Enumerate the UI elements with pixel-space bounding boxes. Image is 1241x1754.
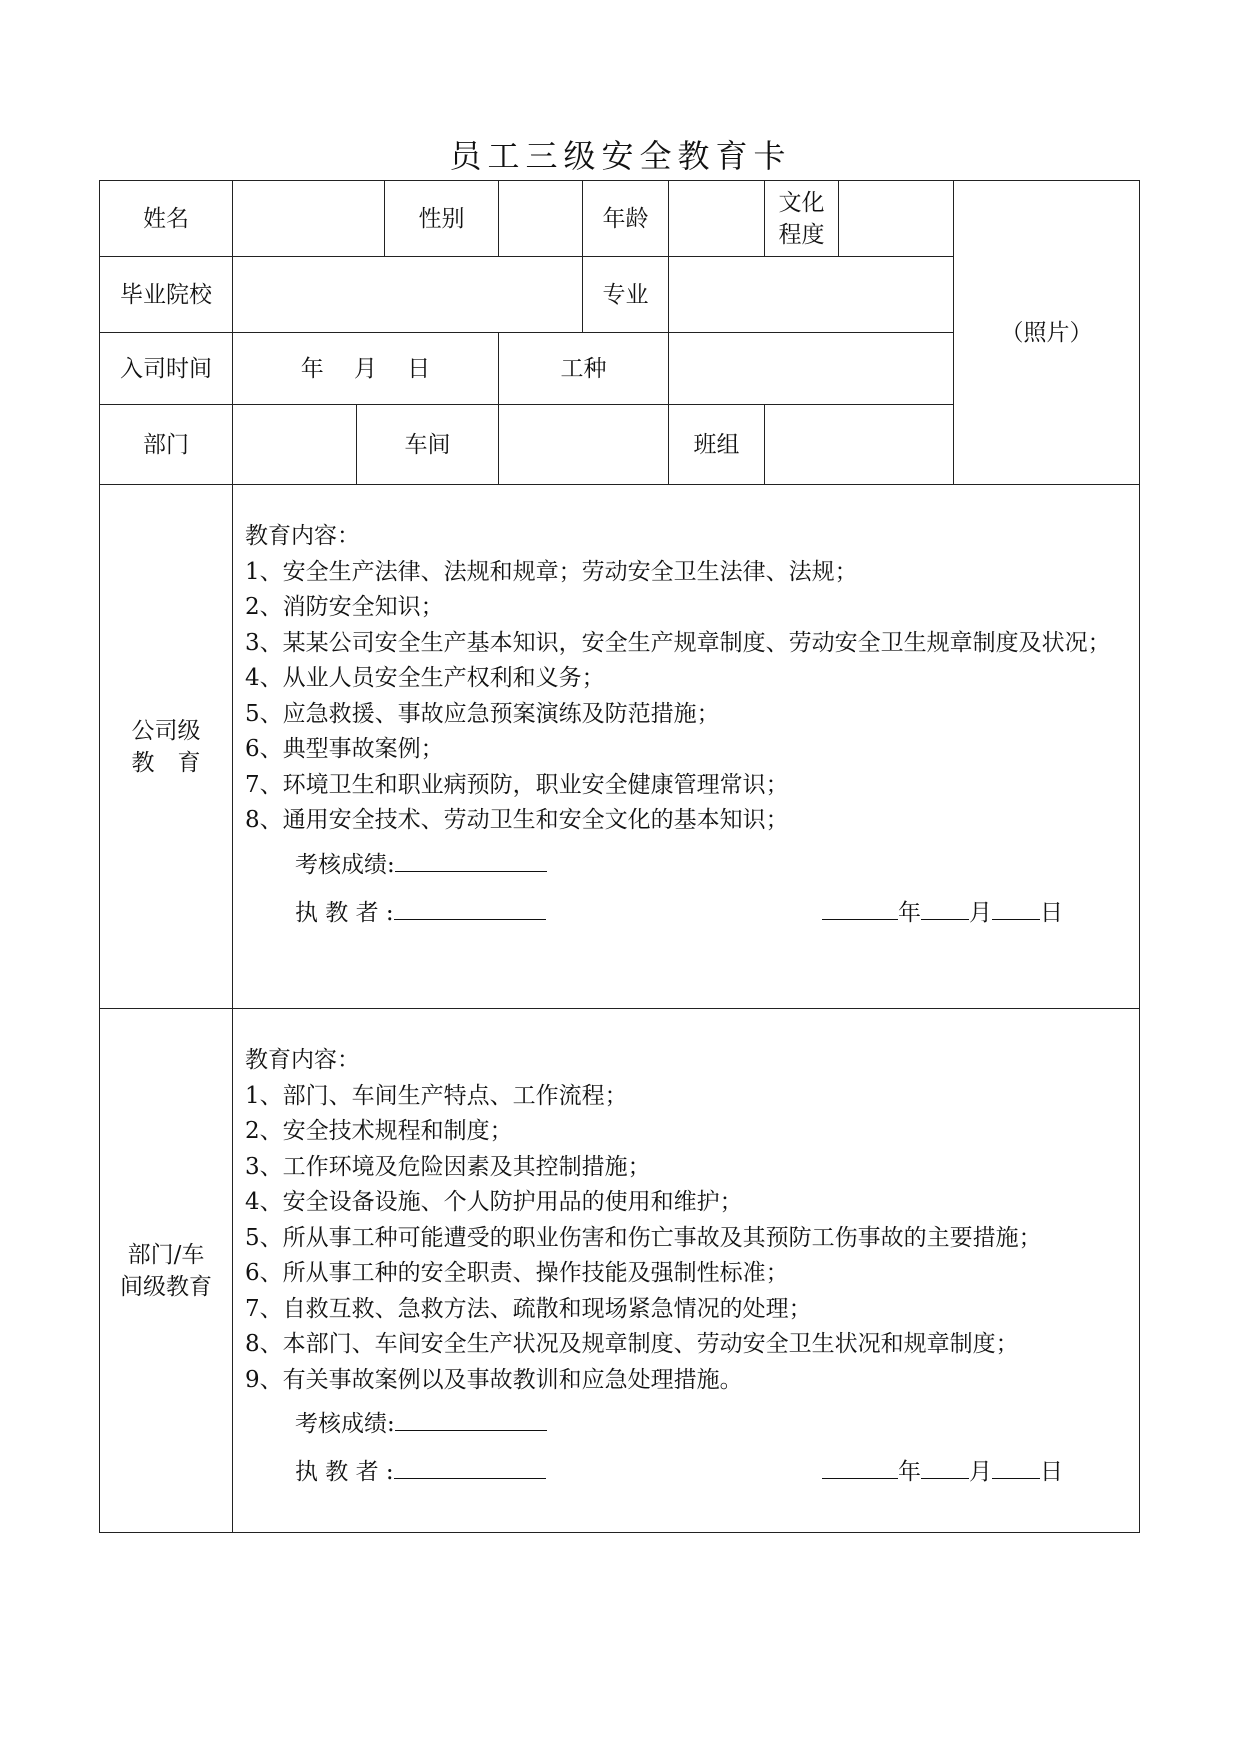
dept-level-content xyxy=(233,1009,1140,1533)
company-month-field[interactable] xyxy=(921,895,969,920)
age-field[interactable] xyxy=(669,181,765,257)
dept-date xyxy=(822,1452,1063,1492)
name-field[interactable] xyxy=(233,181,385,257)
age-label: 年龄 xyxy=(583,181,669,257)
company-level-label-line1: 公司级 xyxy=(131,717,201,744)
dept-teacher-field[interactable] xyxy=(394,1454,546,1479)
dept-level-label-line1: 部门/车 xyxy=(127,1241,205,1268)
name-label: 姓名 xyxy=(100,181,233,257)
dept-item-5: 5、所从事工种可能遭受的职业伤害和伤亡事故及其预防工伤事故的主要措施； xyxy=(245,1224,1042,1251)
dept-item-9: 9、有关事故案例以及事故教训和应急处理措施。 xyxy=(245,1366,743,1393)
workshop-field[interactable] xyxy=(499,405,669,485)
company-date xyxy=(822,893,1063,933)
company-score-label: 考核成绩: xyxy=(295,851,395,878)
company-day-label: 日 xyxy=(1040,899,1063,926)
dept-year-field[interactable] xyxy=(822,1454,898,1479)
company-teacher-field[interactable] xyxy=(394,895,546,920)
company-item-7: 7、环境卫生和职业病预防，职业安全健康管理常识； xyxy=(245,771,789,798)
company-level-label-line2: 教 育 xyxy=(131,749,201,776)
company-year-field[interactable] xyxy=(822,895,898,920)
company-sign-block xyxy=(245,845,1127,939)
workshop-label: 车间 xyxy=(357,405,499,485)
school-label: 毕业院校 xyxy=(100,257,233,333)
page-title: 员工三级安全教育卡 xyxy=(449,137,792,175)
dept-month-label: 月 xyxy=(969,1459,992,1485)
join-date-field[interactable]: 年 月 日 xyxy=(233,333,499,405)
team-label: 班组 xyxy=(669,405,765,485)
company-item-1: 1、安全生产法律、法规和规章；劳动安全卫生法律、法规； xyxy=(245,558,858,585)
dept-year-label: 年 xyxy=(898,1459,921,1485)
dept-month-field[interactable] xyxy=(921,1454,969,1479)
gender-label: 性别 xyxy=(385,181,499,257)
dept-item-2: 2、安全技术规程和制度； xyxy=(245,1118,513,1144)
dept-item-1: 1、部门、车间生产特点、工作流程； xyxy=(245,1082,628,1109)
education-field[interactable] xyxy=(839,181,954,257)
company-item-8: 8、通用安全技术、劳动卫生和安全文化的基本知识； xyxy=(245,807,789,833)
dept-content-heading: 教育内容： xyxy=(245,1047,360,1073)
education-card-table xyxy=(99,180,1140,1533)
company-teacher-label: 执 教 者 : xyxy=(295,899,394,926)
dept-item-6: 6、所从事工种的安全职责、操作技能及强制性标准； xyxy=(245,1260,789,1286)
dept-teacher-label: 执 教 者 : xyxy=(295,1459,394,1485)
company-item-3: 3、某某公司安全生产基本知识，安全生产规章制度、劳动安全卫生规章制度及状况； xyxy=(245,629,1111,656)
team-field[interactable] xyxy=(765,405,954,485)
dept-level-label-line2: 间级教育 xyxy=(120,1273,212,1300)
dept-day-label: 日 xyxy=(1040,1459,1063,1485)
dept-item-3: 3、工作环境及危险因素及其控制措施； xyxy=(245,1153,651,1180)
department-label: 部门 xyxy=(100,405,233,485)
major-label: 专业 xyxy=(583,257,669,333)
company-item-4: 4、从业人员安全生产权利和义务； xyxy=(245,665,605,691)
department-field[interactable] xyxy=(233,405,357,485)
company-item-6: 6、典型事故案例； xyxy=(245,736,444,762)
dept-day-field[interactable] xyxy=(992,1454,1040,1479)
company-item-2: 2、消防安全知识； xyxy=(245,594,444,620)
dept-item-4: 4、安全设备设施、个人防护用品的使用和维护； xyxy=(245,1189,743,1215)
school-field[interactable] xyxy=(233,257,583,333)
company-level-label xyxy=(100,485,233,1009)
education-label xyxy=(765,181,839,257)
education-label-line1: 文化 xyxy=(778,189,825,216)
company-content-heading: 教育内容： xyxy=(245,523,360,549)
dept-sign-block xyxy=(245,1404,1127,1498)
dept-score-label: 考核成绩: xyxy=(295,1411,395,1437)
dept-item-7: 7、自救互救、急救方法、疏散和现场紧急情况的处理； xyxy=(245,1295,812,1322)
company-day-field[interactable] xyxy=(992,895,1040,920)
photo-box: （照片） xyxy=(954,181,1140,485)
job-type-field[interactable] xyxy=(669,333,954,405)
education-label-line2: 程度 xyxy=(778,221,825,248)
company-month-label: 月 xyxy=(969,899,992,926)
job-type-label: 工种 xyxy=(499,333,669,405)
company-year-label: 年 xyxy=(898,899,921,926)
dept-score-field[interactable] xyxy=(395,1406,547,1431)
gender-field[interactable] xyxy=(499,181,583,257)
dept-level-label xyxy=(100,1009,233,1533)
join-date-label: 入司时间 xyxy=(100,333,233,405)
company-score-field[interactable] xyxy=(395,847,547,872)
dept-item-8: 8、本部门、车间安全生产状况及规章制度、劳动安全卫生状况和规章制度； xyxy=(245,1331,1019,1357)
major-field[interactable] xyxy=(669,257,954,333)
company-item-5: 5、应急救援、事故应急预案演练及防范措施； xyxy=(245,700,720,727)
company-level-content xyxy=(233,485,1140,1009)
